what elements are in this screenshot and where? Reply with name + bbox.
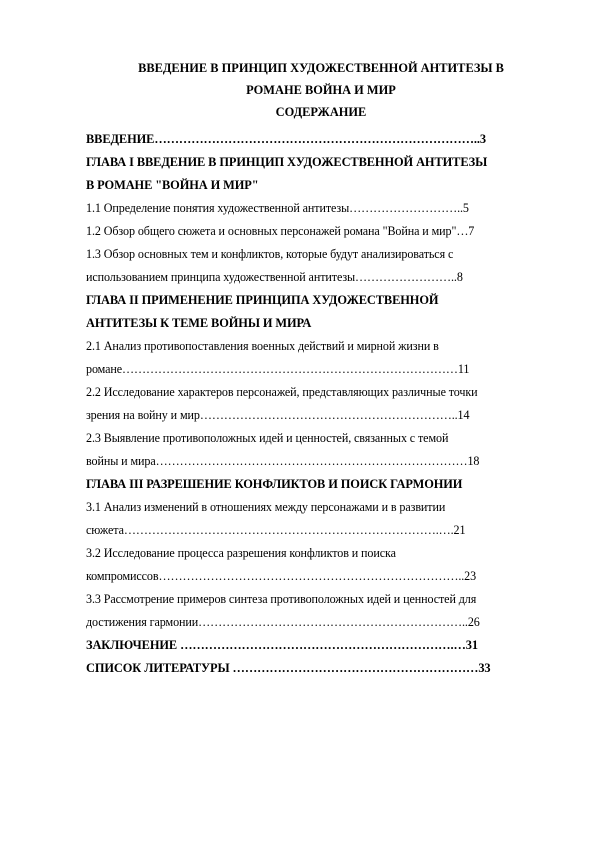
- toc-section-2-1-line-1: 2.1 Анализ противопоставления военных действий и мирной жизни в: [86, 339, 439, 353]
- toc-section-2-1-line-2: романе…………………………………………………………………………11: [86, 362, 470, 376]
- toc-section-1-2: 1.2 Обзор общего сюжета и основных персонажей романа "Война и мир"…7: [86, 224, 475, 238]
- toc-section-2-2-line-2: зрения на войну и мир………………………………………………………..14: [86, 408, 470, 422]
- toc-section-2-3-line-2: войны и мира……………………………………………………………………18: [86, 454, 480, 468]
- toc-section-3-2-line-2: компромиссов…………………………………………………………………..23: [86, 569, 477, 583]
- toc-chapter-3: ГЛАВА III РАЗРЕШЕНИЕ КОНФЛИКТОВ И ПОИСК ГАРМОНИИ: [86, 477, 463, 491]
- document-title-line-1: ВВЕДЕНИЕ В ПРИНЦИП ХУДОЖЕСТВЕННОЙ АНТИТЕЗЫ В: [138, 61, 504, 75]
- toc-section-3-1-line-1: 3.1 Анализ изменений в отношениях между персонажами и в развитии: [86, 500, 446, 514]
- title-block: [86, 57, 556, 123]
- toc-section-3-1-line-2: сюжета…………………………………………………………………….….21: [86, 523, 466, 537]
- toc-chapter-1-line-2: В РОМАНЕ "ВОЙНА И МИР": [86, 178, 259, 192]
- toc-section-2-3-line-1: 2.3 Выявление противоположных идей и ценностей, связанных с темой: [86, 431, 449, 445]
- toc-chapter-2-line-1: ГЛАВА II ПРИМЕНЕНИЕ ПРИНЦИПА ХУДОЖЕСТВЕННОЙ: [86, 293, 439, 307]
- toc-references: СПИСОК ЛИТЕРАТУРЫ ……………………………………………………33: [86, 661, 491, 675]
- toc-section-1-3-line-2: использованием принципа художественной антитезы……………………..8: [86, 270, 463, 284]
- toc-section-3-3-line-1: 3.3 Рассмотрение примеров синтеза противоположных идей и ценностей для: [86, 592, 477, 606]
- table-of-contents: [86, 128, 554, 680]
- toc-section-3-3-line-2: достижения гармонии…………………………………………………………..26: [86, 615, 480, 629]
- toc-conclusion: ЗАКЛЮЧЕНИЕ ………………………………………………………….…31: [86, 638, 478, 652]
- document-title-line-2: РОМАНЕ ВОЙНА И МИР: [246, 83, 396, 97]
- toc-section-2-2-line-1: 2.2 Исследование характеров персонажей, представляющих различные точки: [86, 385, 478, 399]
- toc-chapter-1-line-1: ГЛАВА I ВВЕДЕНИЕ В ПРИНЦИП ХУДОЖЕСТВЕННОЙ АНТИТЕЗЫ: [86, 155, 488, 169]
- toc-introduction: ВВЕДЕНИЕ……………………………………………………………………..3: [86, 132, 486, 146]
- contents-heading: СОДЕРЖАНИЕ: [275, 105, 367, 119]
- toc-section-3-2-line-1: 3.2 Исследование процесса разрешения конфликтов и поиска: [86, 546, 396, 560]
- toc-chapter-2-line-2: АНТИТЕЗЫ К ТЕМЕ ВОЙНЫ И МИРА: [86, 316, 312, 330]
- toc-section-1-3-line-1: 1.3 Обзор основных тем и конфликтов, которые будут анализироваться с: [86, 247, 454, 261]
- toc-section-1-1: 1.1 Определение понятия художественной антитезы………………………..5: [86, 201, 469, 215]
